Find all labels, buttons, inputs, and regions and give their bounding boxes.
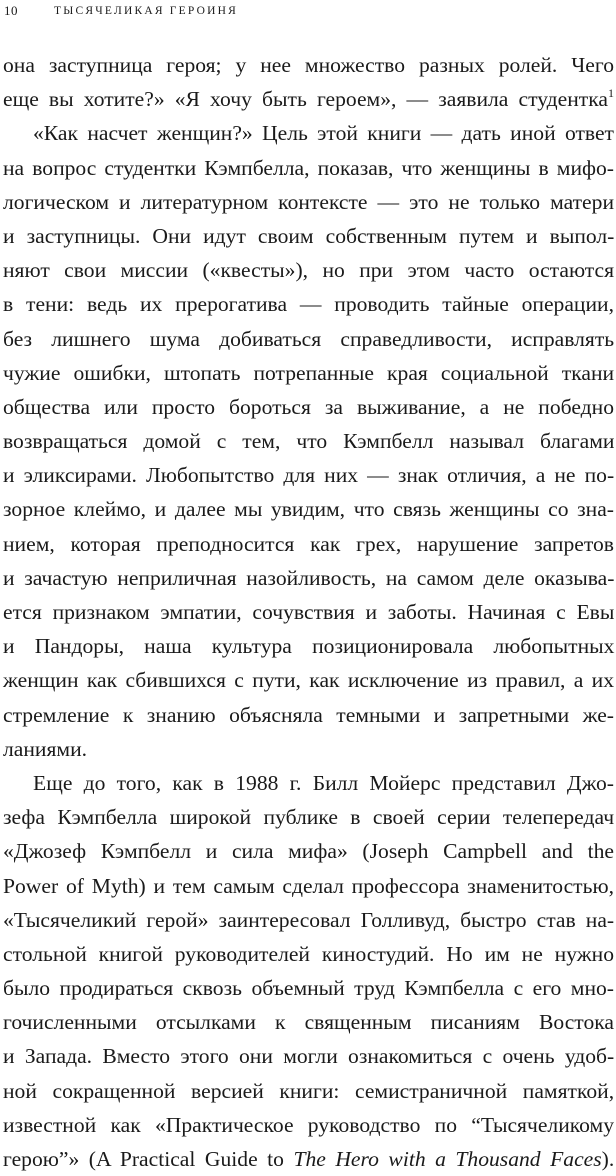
text-line: няют свои миссии («квесты»), но при этом часто остаются bbox=[3, 258, 615, 283]
text-line bbox=[3, 82, 614, 116]
running-head bbox=[4, 0, 238, 22]
page-number: 10 bbox=[4, 3, 18, 18]
body-text bbox=[3, 48, 614, 1176]
text-line: общества или просто бороться за выживание, а не победно bbox=[3, 394, 614, 419]
text-line: она заступница героя; у нее множество разных ролей. Чего bbox=[3, 53, 614, 77]
text-line: Power of Myth) и тем самым сделал профессора знаменитостью, bbox=[3, 873, 614, 898]
text-line: зорное клеймо, и далее мы увидим, что связь женщины со зна- bbox=[3, 497, 614, 522]
footnote-marker[interactable]: 1 bbox=[608, 86, 614, 101]
book-title: ТЫСЯЧЕЛИКАЯ ГЕРОИНЯ bbox=[54, 5, 238, 17]
text-line: нием, которая преподносится как грех, нарушение запретов bbox=[3, 531, 614, 556]
text-line: зефа Кэмпбелла широкой публике в своей серии телепередач bbox=[3, 805, 615, 830]
paragraph-first-line: «Как насчет женщин?» Цель этой книги — дать иной ответ bbox=[33, 121, 614, 146]
text-line: и эликсирами. Любопытство для них — знак отличия, а не по- bbox=[3, 463, 615, 488]
text-line: стремление к знанию объясняла темными и запретными же- bbox=[3, 702, 614, 727]
paragraph-last-line: ланиями. bbox=[3, 736, 88, 761]
text-line: ется признаком эмпатии, сочувствия и заботы. Начиная с Евы bbox=[3, 600, 615, 624]
text-line: «Тысячеликий герой» заинтересовал Голливуд, быстро став на- bbox=[3, 907, 615, 932]
paragraph-first-line: Еще до того, как в 1988 г. Билл Мойерс представил Джо- bbox=[33, 770, 614, 795]
text-line: «Джозеф Кэмпбелл и сила мифа» (Joseph Campbell and the bbox=[3, 839, 614, 864]
text-line: без лишнего шума добиваться справедливости, исправлять bbox=[3, 326, 615, 351]
text-line: женщин как сбившихся с пути, как исключение из правил, а их bbox=[3, 668, 614, 693]
text-line: чужие ошибки, штопать потрепанные края социальной ткани bbox=[3, 360, 615, 385]
text-line: и Запада. Вместо этого они могли ознакомиться с очень удоб- bbox=[3, 1044, 615, 1069]
text-line: ной сокращенной версией книги: семистраничной памяткой, bbox=[3, 1078, 615, 1103]
text-line: на вопрос студентки Кэмпбелла, показав, что женщины в мифо- bbox=[3, 155, 614, 180]
text-line: логическом и литературном контексте — это не только матери bbox=[3, 189, 614, 214]
text-line bbox=[3, 1142, 614, 1176]
text-line: было продираться сквозь объемный труд Кэмпбелла с его мно- bbox=[3, 976, 614, 1001]
text-line: и Пандоры, наша культура позиционировала любопытных bbox=[3, 634, 615, 659]
text-line: в тени: ведь их прерогатива — проводить тайные операции, bbox=[3, 292, 614, 317]
text-line-end: ). bbox=[601, 1147, 615, 1171]
text-line-content: еще вы хотите?» «Я хочу быть героем», — заявила студентка bbox=[3, 87, 608, 112]
text-line: и зачастую неприличная назойливость, на самом деле оказыва- bbox=[3, 565, 615, 590]
text-line: и заступницы. Они идут своим собственным путем и выпол- bbox=[3, 223, 615, 248]
text-line-content: герою”» (A Practical Guide to bbox=[3, 1147, 294, 1171]
text-line: гочисленными отсылками к священным писаниям Востока bbox=[3, 1010, 614, 1035]
book-title-italic: The Hero with a Thousand Faces bbox=[293, 1147, 602, 1171]
text-line: известной как «Практическое руководство по “Тысячеликому bbox=[3, 1112, 614, 1137]
text-line: возвращаться домой с тем, что Кэмпбелл называл благами bbox=[3, 429, 615, 454]
text-line: стольной книгой руководителей киностудий. Но им не нужно bbox=[3, 941, 614, 966]
